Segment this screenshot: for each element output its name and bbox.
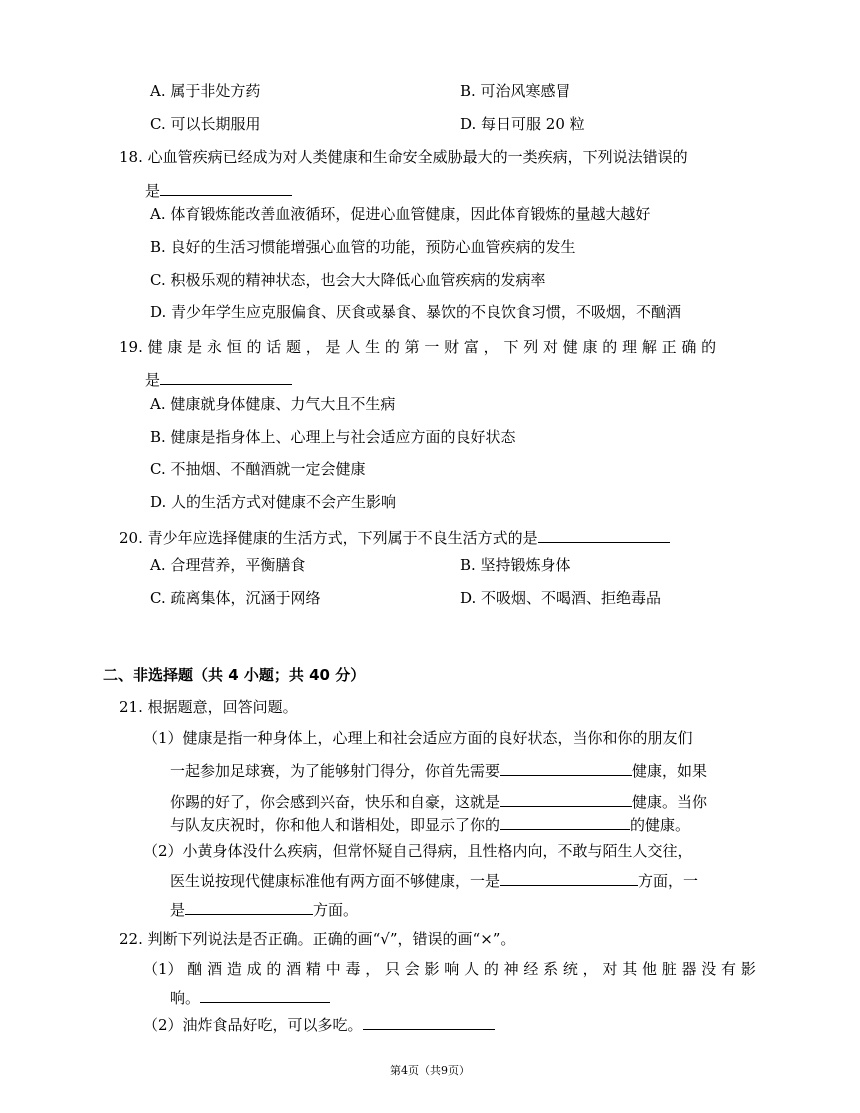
q20-answer-blank [538, 526, 670, 543]
q18-stem: 18. 心血管疾病已经成为对人类健康和生命安全威胁最大的一类疾病，下列说法错误的 [119, 148, 688, 166]
q20-stem: 20. 青少年应选择健康的生活方式，下列属于不良生活方式的是 [119, 526, 670, 548]
q21-blank-2 [500, 790, 632, 807]
q18-answer-blank [160, 179, 292, 196]
q20-option-a: A. 合理营养，平衡膳食 [150, 556, 306, 574]
q21-part2-line2: 医生说按现代健康标准他有两方面不够健康，一是 方面，一 [170, 869, 698, 891]
q19-option-a: A. 健康就身体健康、力气大且不生病 [150, 395, 396, 413]
q21-blank-1 [500, 759, 632, 776]
q21-part1-line3: 你踢的好了，你会感到兴奋，快乐和自豪，这就是 健康。当你 [170, 790, 707, 812]
q18-option-a: A. 体育锻炼能改善血液循环，促进心血管健康，因此体育锻炼的量越大越好 [150, 205, 651, 223]
q19-answer-blank [160, 368, 292, 385]
q18-option-d: D. 青少年学生应克服偏食、厌食或暴食、暴饮的不良饮食习惯，不吸烟，不酗酒 [150, 303, 682, 321]
q17-option-a: A. 属于非处方药 [150, 82, 261, 100]
q20-option-b: B. 坚持锻炼身体 [460, 556, 571, 574]
q22-blank-2 [363, 1013, 495, 1030]
q17-option-d: D. 每日可服 20 粒 [460, 115, 585, 133]
q21-part2-line1: （2）小黄身体没什么疾病，但常怀疑自己得病，且性格内向，不敢与陌生人交往， [143, 842, 693, 860]
q22-stem: 22. 判断下列说法是否正确。正确的画“√”，错误的画“×”。 [119, 930, 516, 948]
q22-part1-line2: 响。 [170, 986, 330, 1008]
q19-option-d: D. 人的生活方式对健康不会产生影响 [150, 493, 397, 511]
q22-blank-1 [200, 986, 330, 1003]
q19-option-b: B. 健康是指身体上、心理上与社会适应方面的良好状态 [150, 428, 516, 446]
q19-option-c: C. 不抽烟、不酗酒就一定会健康 [150, 460, 366, 478]
section-2-title: 二、非选择题（共 4 小题；共 40 分） [103, 666, 366, 684]
q21-blank-5 [185, 898, 313, 915]
q18-option-c: C. 积极乐观的精神状态，也会大大降低心血管疾病的发病率 [150, 271, 546, 289]
q21-part2-line3: 是 方面。 [170, 898, 358, 920]
q20-option-c: C. 疏离集体，沉涵于网络 [150, 589, 321, 607]
q22-part1-line1: （1） 酗 酒 造 成 的 酒 精 中 毒 ， 只 会 影 响 人 的 神 经 系 统 ， 对 其 他 脏 器 没 有 影 [143, 960, 756, 978]
q21-blank-3 [500, 813, 630, 830]
q20-option-d: D. 不吸烟、不喝酒、拒绝毒品 [460, 589, 662, 607]
q21-part1-line2: 一起参加足球赛，为了能够射门得分，你首先需要 健康，如果 [170, 759, 707, 781]
q17-option-c: C. 可以长期服用 [150, 115, 261, 133]
q21-blank-4 [500, 869, 638, 886]
q22-part2: （2）油炸食品好吃，可以多吃。 [143, 1013, 495, 1035]
q19-stem: 19. 健 康 是 永 恒 的 话 题 ， 是 人 生 的 第 一 财 富 ， 下 列 对 健 康 的 理 解 正 确 的 [119, 338, 717, 356]
q18-option-b: B. 良好的生活习惯能增强心血管的功能，预防心血管疾病的发生 [150, 238, 576, 256]
q21-part1-line4: 与队友庆祝时，你和他人和谐相处，即显示了你的 的健康。 [170, 813, 690, 835]
page-footer: 第4页（共9页） [390, 1064, 470, 1077]
q19-stem-line2: 是 [145, 368, 292, 390]
q18-stem-line2: 是 [145, 179, 292, 201]
q21-stem: 21. 根据题意，回答问题。 [119, 698, 298, 716]
q17-option-b: B. 可治风寒感冒 [460, 82, 571, 100]
q21-part1-line1: （1）健康是指一种身体上，心理上和社会适应方面的良好状态，当你和你的朋友们 [143, 729, 693, 747]
